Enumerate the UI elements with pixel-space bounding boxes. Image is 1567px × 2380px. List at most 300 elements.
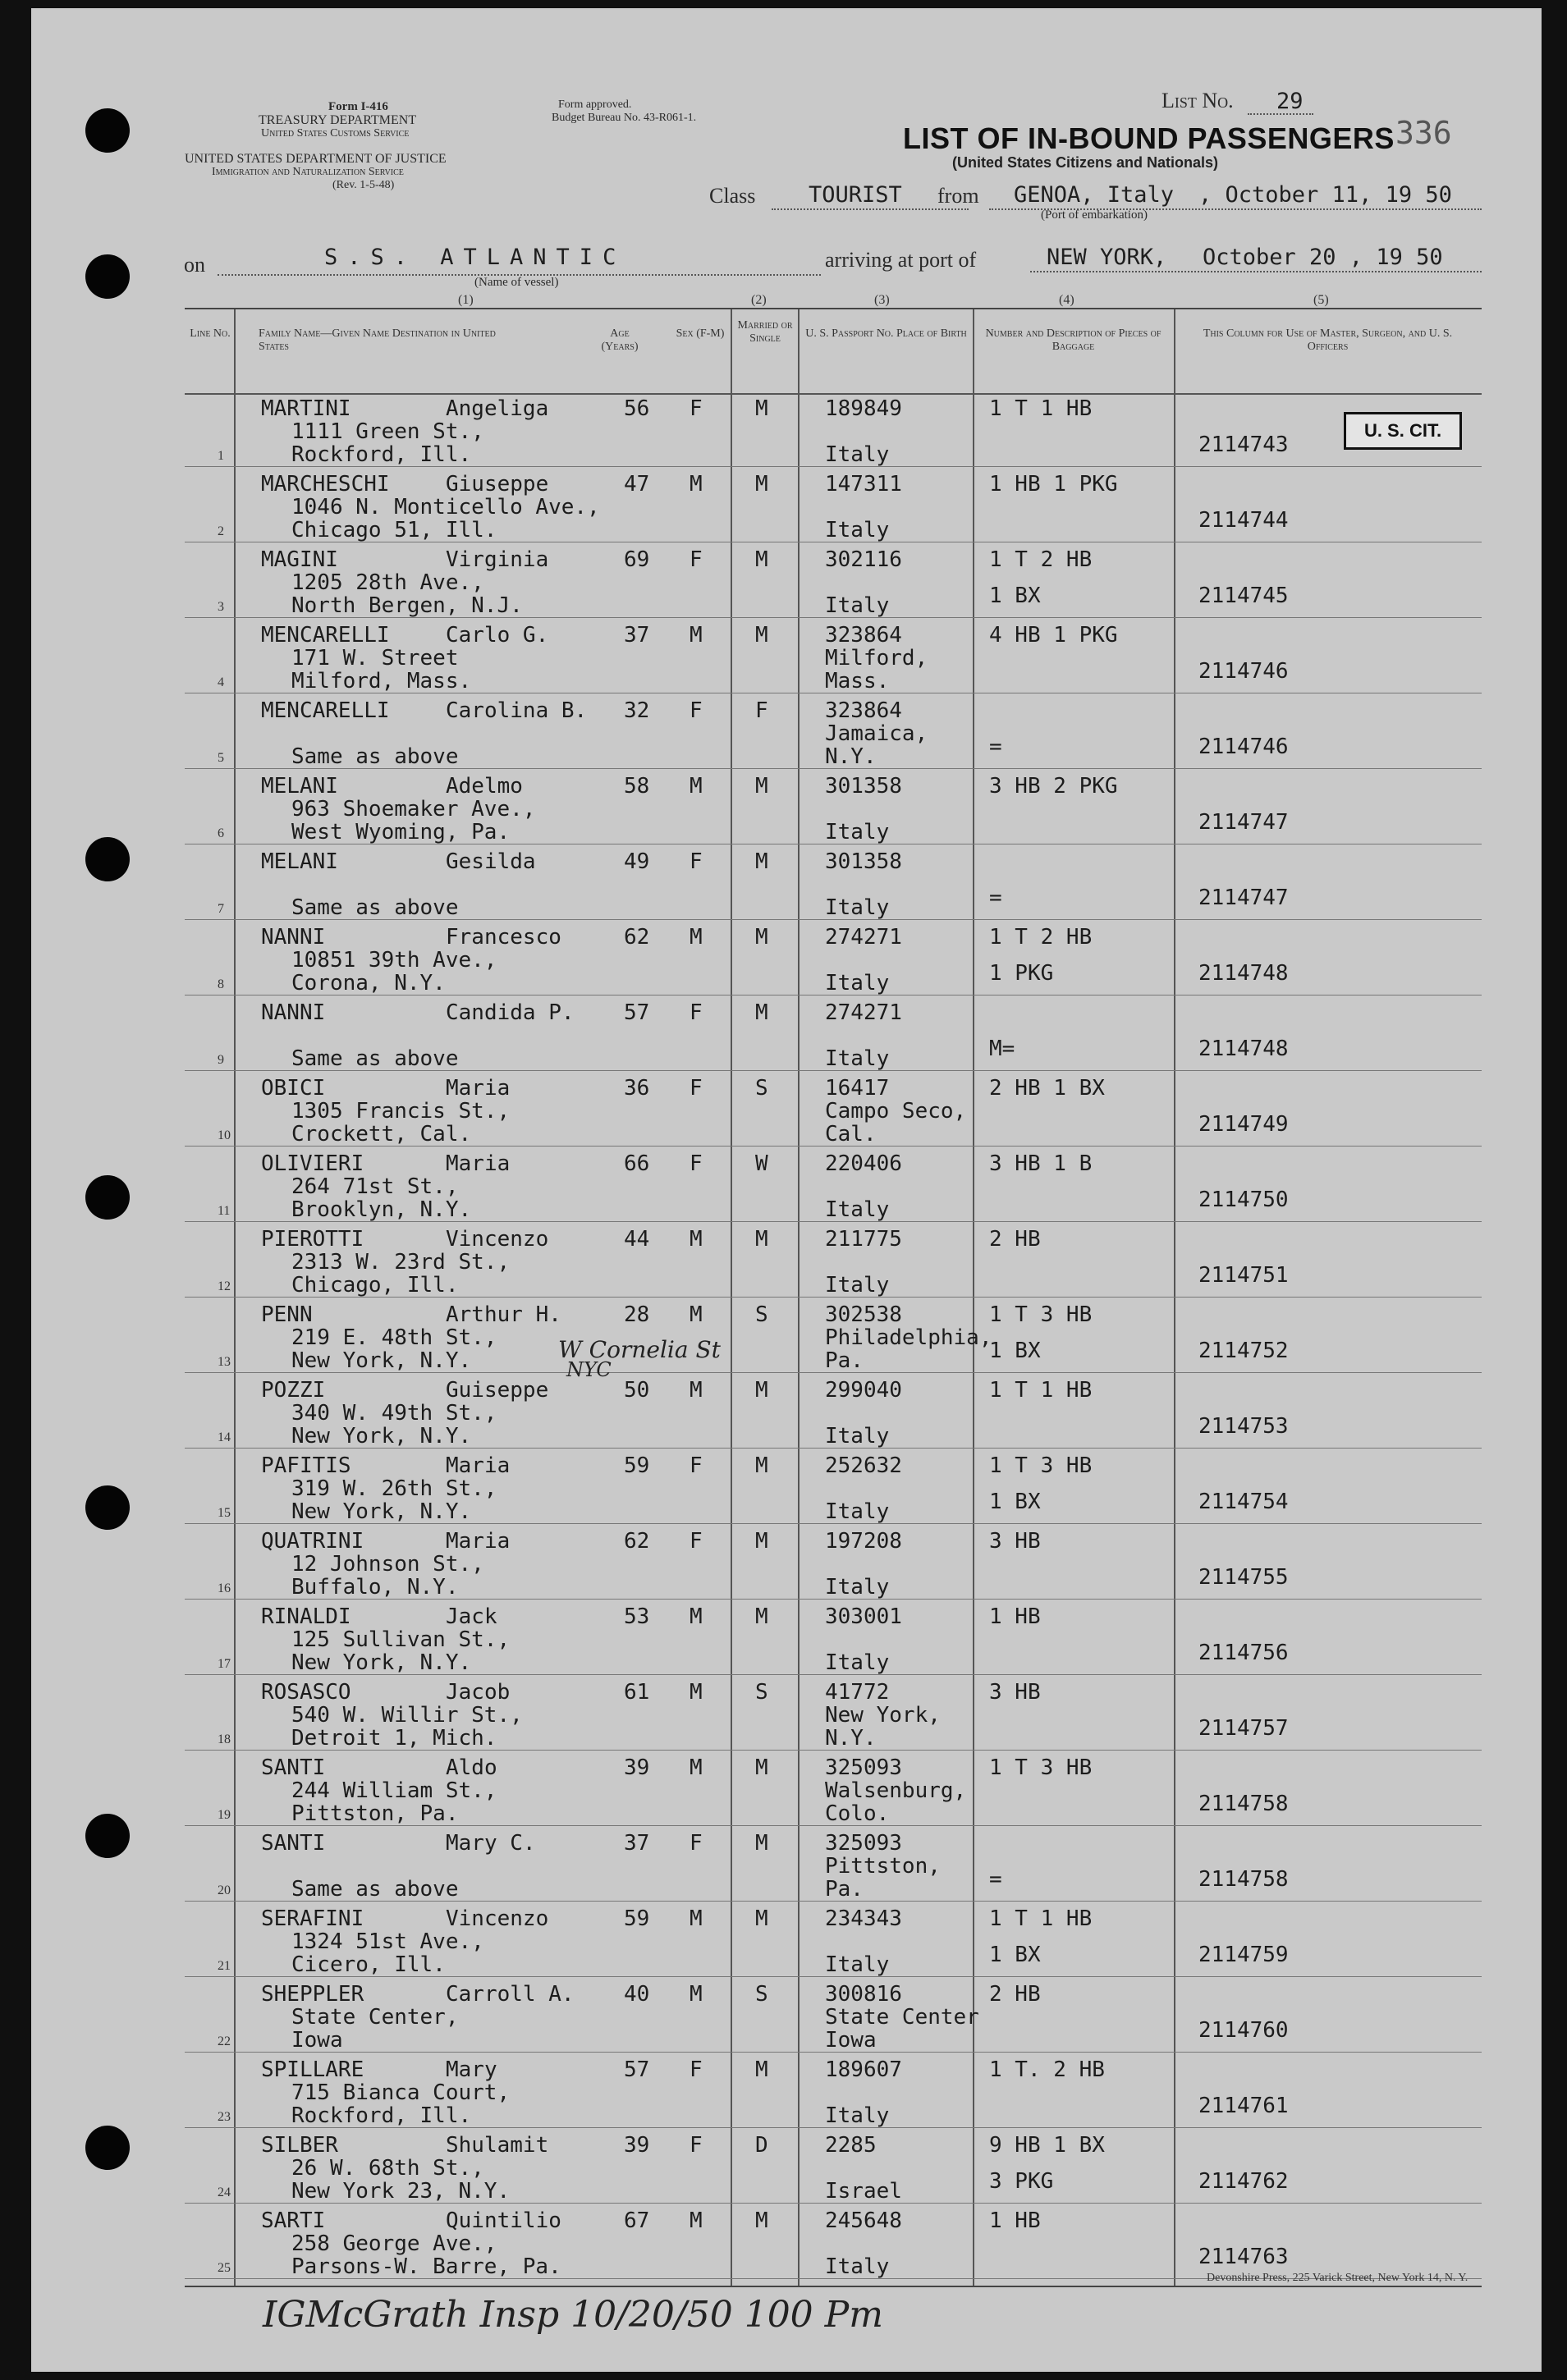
officer-number: 2114748: [1198, 961, 1289, 986]
punch-hole: [85, 108, 130, 153]
place-of-birth: Italy: [825, 2254, 890, 2279]
place-of-birth: Italy: [825, 820, 890, 844]
port-caption: (Port of embarkation): [1041, 208, 1148, 222]
arrival-port: NEW YORK,: [1047, 245, 1167, 270]
passenger-family-name: SANTI: [261, 1831, 326, 1856]
punch-hole: [85, 837, 130, 881]
passport-number: 189607: [825, 2057, 902, 2082]
passenger-address: 26 W. 68th St.,: [291, 2156, 484, 2181]
line-number: 18: [218, 1732, 231, 1746]
passport-number: 302538: [825, 1302, 902, 1327]
place-of-birth: Italy: [825, 1499, 890, 1524]
passenger-family-name: SERAFINI: [261, 1906, 364, 1931]
col-name: Family Name—Given Name Destination in United States: [259, 327, 496, 353]
baggage-description: 1 HB 1 PKG: [989, 472, 1118, 497]
officer-number: 2114756: [1198, 1641, 1289, 1665]
officer-number: 2114763: [1198, 2245, 1289, 2269]
passenger-sex: M: [690, 1604, 703, 1629]
officer-number: 2114753: [1198, 1414, 1289, 1439]
baggage-description: 1 T 2 HB: [989, 547, 1093, 572]
passenger-marital-status: S: [755, 1982, 768, 2007]
passenger-age: 47: [624, 472, 650, 497]
class-label: Class: [709, 184, 756, 208]
passenger-sex: M: [690, 472, 703, 497]
place-of-birth: Campo Seco,: [825, 1099, 967, 1124]
passenger-marital-status: M: [755, 774, 768, 799]
passport-number: 303001: [825, 1604, 902, 1629]
baggage-description: 1 T 1 HB: [989, 396, 1093, 421]
col-sex: Sex (F-M): [676, 327, 725, 340]
table-row: [185, 1147, 1482, 1222]
passenger-age: 50: [624, 1378, 650, 1403]
passport-number: 325093: [825, 1831, 902, 1856]
passenger-age: 67: [624, 2208, 650, 2233]
table-row: [185, 1449, 1482, 1524]
passenger-city: Chicago, Ill.: [291, 1273, 459, 1298]
punch-hole: [85, 2126, 130, 2170]
passenger-family-name: PAFITIS: [261, 1453, 351, 1478]
passenger-city: Parsons-W. Barre, Pa.: [291, 2254, 561, 2279]
on-label: on: [184, 253, 205, 277]
passenger-family-name: OBICI: [261, 1076, 326, 1101]
baggage-description: 1 PKG: [989, 961, 1054, 986]
officer-number: 2114752: [1198, 1339, 1289, 1363]
officer-number: 2114759: [1198, 1943, 1289, 1967]
passenger-given-name: Carlo G.: [446, 623, 549, 648]
passenger-given-name: Candida P.: [446, 1000, 575, 1025]
place-of-birth: State Center: [825, 2005, 979, 2030]
passenger-city: Same as above: [291, 1046, 459, 1071]
passenger-sex: M: [690, 623, 703, 648]
line-number: 12: [218, 1279, 231, 1293]
passport-number: 197208: [825, 1529, 902, 1554]
place-of-birth: N.Y.: [825, 1726, 877, 1751]
passenger-given-name: Aldo: [446, 1755, 497, 1780]
passenger-given-name: Francesco: [446, 925, 561, 950]
col-married: Married or Single: [737, 319, 793, 345]
passenger-sex: M: [690, 1755, 703, 1780]
passenger-family-name: MAGINI: [261, 547, 338, 572]
passenger-given-name: Arthur H.: [446, 1302, 561, 1327]
passenger-city: New York, N.Y.: [291, 1424, 472, 1449]
col-officers: This Column for Use of Master, Surgeon, and U. S. Officers: [1203, 327, 1453, 353]
place-of-birth: N.Y.: [825, 744, 877, 769]
place-of-birth: Italy: [825, 1197, 890, 1222]
passenger-address: 340 W. 49th St.,: [291, 1401, 497, 1426]
passenger-family-name: RINALDI: [261, 1604, 351, 1629]
passenger-family-name: MELANI: [261, 849, 338, 874]
table-row: [185, 618, 1482, 693]
line-number: 9: [218, 1053, 224, 1067]
passenger-age: 66: [624, 1151, 650, 1176]
passenger-city: Pittston, Pa.: [291, 1801, 459, 1826]
passenger-sex: F: [690, 1831, 703, 1856]
officer-number: 2114754: [1198, 1490, 1289, 1514]
passenger-family-name: MENCARELLI: [261, 698, 390, 723]
passenger-age: 62: [624, 1529, 650, 1554]
passenger-address: 258 George Ave.,: [291, 2231, 497, 2256]
place-of-birth: Pittston,: [825, 1854, 941, 1879]
officer-number: 2114750: [1198, 1188, 1289, 1212]
baggage-description: 1 T 3 HB: [989, 1755, 1093, 1780]
passenger-given-name: Carroll A.: [446, 1982, 575, 2007]
passenger-address: 264 71st St.,: [291, 1174, 459, 1199]
passenger-city: Buffalo, N.Y.: [291, 1575, 459, 1600]
passenger-sex: M: [690, 2208, 703, 2233]
passenger-sex: M: [690, 1302, 703, 1327]
officer-number: 2114762: [1198, 2169, 1289, 2194]
form-approved: Form approved.: [558, 98, 632, 111]
passenger-city: Iowa: [291, 2028, 343, 2053]
officer-number: 2114755: [1198, 1565, 1289, 1590]
table-row: [185, 1298, 1482, 1373]
column-number: (3): [874, 293, 890, 307]
line-number: 23: [218, 2110, 231, 2124]
passport-number: 211775: [825, 1227, 902, 1252]
passport-number: 302116: [825, 547, 902, 572]
passenger-sex: F: [690, 1076, 703, 1101]
passenger-sex: F: [690, 1453, 703, 1478]
passenger-sex: F: [690, 1000, 703, 1025]
baggage-description: 1 T. 2 HB: [989, 2057, 1105, 2082]
passenger-given-name: Shulamit: [446, 2133, 549, 2158]
place-of-birth: Colo.: [825, 1801, 890, 1826]
passenger-sex: M: [690, 774, 703, 799]
table-row: [185, 1600, 1482, 1675]
passenger-sex: M: [690, 1227, 703, 1252]
passenger-city: Chicago 51, Ill.: [291, 518, 497, 542]
passenger-address: 540 W. Willir St.,: [291, 1703, 523, 1728]
passenger-marital-status: S: [755, 1076, 768, 1101]
passenger-age: 49: [624, 849, 650, 874]
passenger-age: 57: [624, 1000, 650, 1025]
passenger-marital-status: W: [755, 1151, 768, 1176]
passenger-given-name: Angeliga: [446, 396, 549, 421]
line-number: 6: [218, 826, 224, 840]
passenger-marital-status: M: [755, 1453, 768, 1478]
passport-number: 323864: [825, 623, 902, 648]
revision: (Rev. 1-5-48): [332, 179, 395, 191]
baggage-description: 1 HB: [989, 2208, 1041, 2233]
passenger-city: Corona, N.Y.: [291, 971, 446, 995]
passport-number: 234343: [825, 1906, 902, 1931]
passenger-marital-status: M: [755, 1227, 768, 1252]
place-of-birth: Italy: [825, 1650, 890, 1675]
passenger-city: Brooklyn, N.Y.: [291, 1197, 472, 1222]
place-of-birth: New York,: [825, 1703, 941, 1728]
vessel-name: S.S. ATLANTIC: [324, 245, 626, 270]
passenger-given-name: Maria: [446, 1151, 511, 1176]
line-number: 10: [218, 1128, 231, 1142]
passenger-city: Same as above: [291, 1877, 459, 1902]
table-row: [185, 2204, 1482, 2279]
place-of-birth: Italy: [825, 1273, 890, 1298]
line-number: 17: [218, 1657, 231, 1671]
customs-service: United States Customs Service: [261, 127, 410, 140]
table-row: [185, 1524, 1482, 1600]
passport-number: 41772: [825, 1680, 890, 1705]
passenger-age: 69: [624, 547, 650, 572]
passenger-family-name: ROSASCO: [261, 1680, 351, 1705]
officer-number: 2114743: [1198, 433, 1289, 457]
page-title: LIST OF IN-BOUND PASSENGERS: [903, 121, 1395, 155]
passenger-age: 53: [624, 1604, 650, 1629]
officer-number: 2114746: [1198, 735, 1289, 759]
passenger-address: 1111 Green St.,: [291, 419, 484, 444]
col-baggage: Number and Description of Pieces of Baggage: [985, 327, 1162, 353]
column-number: (2): [751, 293, 767, 307]
passenger-family-name: NANNI: [261, 1000, 326, 1025]
passenger-address: State Center,: [291, 2005, 459, 2030]
passenger-family-name: SPILLARE: [261, 2057, 364, 2082]
passenger-marital-status: M: [755, 925, 768, 950]
passenger-marital-status: M: [755, 849, 768, 874]
passenger-family-name: NANNI: [261, 925, 326, 950]
passenger-address: 10851 39th Ave.,: [291, 948, 497, 973]
passenger-marital-status: M: [755, 1755, 768, 1780]
line-number: 1: [218, 449, 224, 463]
baggage-description: 4 HB 1 PKG: [989, 623, 1118, 648]
table-row: [185, 844, 1482, 920]
table-row: [185, 769, 1482, 844]
class-value: TOURIST: [809, 182, 902, 208]
passenger-family-name: OLIVIERI: [261, 1151, 364, 1176]
passport-number: 323864: [825, 698, 902, 723]
passport-number: 252632: [825, 1453, 902, 1478]
line-number: 7: [218, 902, 224, 916]
passenger-family-name: MARTINI: [261, 396, 351, 421]
table-row: [185, 1826, 1482, 1902]
baggage-description: 2 HB: [989, 1227, 1041, 1252]
passenger-age: 58: [624, 774, 650, 799]
passenger-address: 12 Johnson St.,: [291, 1552, 484, 1577]
table-row: [185, 693, 1482, 769]
passenger-age: 32: [624, 698, 650, 723]
passenger-age: 36: [624, 1076, 650, 1101]
passenger-age: 56: [624, 396, 650, 421]
passenger-city: Same as above: [291, 744, 459, 769]
officer-number: 2114748: [1198, 1037, 1289, 1061]
line-number: 3: [218, 600, 224, 614]
table-row: [185, 1222, 1482, 1298]
passenger-age: 37: [624, 1831, 650, 1856]
passenger-address: 171 W. Street: [291, 646, 459, 671]
line-number: 14: [218, 1430, 231, 1444]
passport-number: 301358: [825, 849, 902, 874]
col-line-no: Line No.: [190, 327, 231, 340]
passenger-address: 319 W. 26th St.,: [291, 1476, 497, 1501]
passenger-family-name: SHEPPLER: [261, 1982, 364, 2007]
table-row: [185, 1902, 1482, 1977]
place-of-birth: Italy: [825, 1952, 890, 1977]
column-number: (5): [1313, 293, 1329, 307]
passenger-family-name: SILBER: [261, 2133, 338, 2158]
place-of-birth: Jamaica,: [825, 721, 928, 746]
line-number: 20: [218, 1883, 231, 1897]
baggage-description: 3 HB: [989, 1680, 1041, 1705]
passenger-city: Rockford, Ill.: [291, 2103, 472, 2128]
baggage-description: M=: [989, 1037, 1015, 1061]
place-of-birth: Italy: [825, 971, 890, 995]
passenger-city: North Bergen, N.J.: [291, 593, 523, 618]
baggage-description: 1 BX: [989, 1490, 1041, 1514]
arrival-date: October 20 , 19 50: [1203, 245, 1443, 270]
passenger-marital-status: M: [755, 1906, 768, 1931]
officer-number: 2114758: [1198, 1792, 1289, 1816]
place-of-birth: Mass.: [825, 669, 890, 693]
passenger-marital-status: M: [755, 2208, 768, 2233]
passenger-city: New York, N.Y.: [291, 1650, 472, 1675]
passenger-given-name: Jacob: [446, 1680, 511, 1705]
handwritten-city-note: NYC: [566, 1358, 612, 1381]
passenger-marital-status: M: [755, 1378, 768, 1403]
passenger-age: 59: [624, 1453, 650, 1478]
line-number: 16: [218, 1581, 231, 1595]
passenger-given-name: Quintilio: [446, 2208, 561, 2233]
passenger-marital-status: D: [755, 2133, 768, 2158]
passenger-age: 57: [624, 2057, 650, 2082]
passenger-family-name: PENN: [261, 1302, 313, 1327]
punch-hole: [85, 1175, 130, 1220]
officer-number: 2114749: [1198, 1112, 1289, 1137]
baggage-description: 1 T 3 HB: [989, 1302, 1093, 1327]
embark-date: , October 11, 19 50: [1198, 182, 1452, 208]
place-of-birth: Italy: [825, 1424, 890, 1449]
baggage-description: 2 HB: [989, 1982, 1041, 2007]
passenger-sex: M: [690, 1906, 703, 1931]
passenger-city: Same as above: [291, 895, 459, 920]
passenger-city: Cicero, Ill.: [291, 1952, 446, 1977]
col-passport: U. S. Passport No. Place of Birth: [805, 327, 967, 340]
passenger-age: 28: [624, 1302, 650, 1327]
passenger-family-name: SARTI: [261, 2208, 326, 2233]
place-of-birth: Milford,: [825, 646, 928, 671]
officer-number: 2114751: [1198, 1263, 1289, 1288]
budget-bureau: Budget Bureau No. 43-R061-1.: [552, 112, 697, 124]
punch-hole: [85, 254, 130, 299]
passenger-marital-status: M: [755, 1831, 768, 1856]
passenger-family-name: POZZI: [261, 1378, 326, 1403]
passenger-address: 715 Bianca Court,: [291, 2080, 511, 2105]
passport-number: 245648: [825, 2208, 902, 2233]
passenger-sex: M: [690, 1378, 703, 1403]
baggage-description: 1 T 1 HB: [989, 1906, 1093, 1931]
passport-number: 2285: [825, 2133, 877, 2158]
table-row: [185, 1675, 1482, 1751]
passenger-address: 125 Sullivan St.,: [291, 1627, 511, 1652]
baggage-description: =: [989, 735, 1002, 759]
baggage-description: 1 BX: [989, 584, 1041, 608]
baggage-description: 9 HB 1 BX: [989, 2133, 1105, 2158]
passenger-age: 39: [624, 1755, 650, 1780]
baggage-description: 2 HB 1 BX: [989, 1076, 1105, 1101]
passenger-sex: M: [690, 925, 703, 950]
baggage-description: 1 HB: [989, 1604, 1041, 1629]
table-row: [185, 1977, 1482, 2053]
place-of-birth: Italy: [825, 1046, 890, 1071]
passenger-age: 62: [624, 925, 650, 950]
passenger-given-name: Vincenzo: [446, 1227, 549, 1252]
passenger-sex: F: [690, 1529, 703, 1554]
passenger-given-name: Mary C.: [446, 1831, 536, 1856]
passenger-age: 59: [624, 1906, 650, 1931]
passenger-marital-status: M: [755, 1529, 768, 1554]
passenger-given-name: Guiseppe: [446, 1378, 549, 1403]
passenger-family-name: PIEROTTI: [261, 1227, 364, 1252]
officer-number: 2114758: [1198, 1867, 1289, 1892]
table-row: [185, 2053, 1482, 2128]
passenger-age: 39: [624, 2133, 650, 2158]
table-row: [185, 920, 1482, 995]
passenger-marital-status: M: [755, 396, 768, 421]
line-number: 19: [218, 1808, 231, 1822]
column-number: (1): [458, 293, 474, 307]
line-number: 11: [218, 1204, 231, 1218]
passenger-given-name: Giuseppe: [446, 472, 549, 497]
arrival-line: [1030, 271, 1482, 272]
place-of-birth: Philadelphia,: [825, 1325, 992, 1350]
passenger-address: 963 Shoemaker Ave.,: [291, 797, 536, 822]
passenger-age: 61: [624, 1680, 650, 1705]
line-number: 4: [218, 675, 224, 689]
passenger-given-name: Maria: [446, 1529, 511, 1554]
place-of-birth: Italy: [825, 1575, 890, 1600]
passenger-sex: F: [690, 547, 703, 572]
punch-hole: [85, 1485, 130, 1530]
passenger-marital-status: F: [755, 698, 768, 723]
place-of-birth: Walsenburg,: [825, 1778, 967, 1803]
place-of-birth: Pa.: [825, 1877, 864, 1902]
table-row: [185, 1751, 1482, 1826]
baggage-description: 1 T 2 HB: [989, 925, 1093, 950]
passenger-given-name: Maria: [446, 1453, 511, 1478]
line-number: 24: [218, 2185, 231, 2199]
place-of-birth: Pa.: [825, 1348, 864, 1373]
baggage-description: 3 PKG: [989, 2169, 1054, 2194]
passenger-sex: F: [690, 396, 703, 421]
justice-dept: UNITED STATES DEPARTMENT OF JUSTICE: [185, 152, 447, 166]
passport-number: 147311: [825, 472, 902, 497]
passenger-given-name: Adelmo: [446, 774, 523, 799]
passenger-given-name: Vincenzo: [446, 1906, 549, 1931]
place-of-birth: Italy: [825, 518, 890, 542]
passport-number: 274271: [825, 925, 902, 950]
place-of-birth: Italy: [825, 2103, 890, 2128]
table-row: [185, 1071, 1482, 1147]
place-of-birth: Italy: [825, 442, 890, 467]
passenger-address: 2313 W. 23rd St.,: [291, 1250, 511, 1275]
passport-number: 16417: [825, 1076, 890, 1101]
passenger-address: 219 E. 48th St.,: [291, 1325, 497, 1350]
passenger-given-name: Mary: [446, 2057, 497, 2082]
place-of-birth: Italy: [825, 895, 890, 920]
passenger-sex: F: [690, 698, 703, 723]
passenger-address: 244 William St.,: [291, 1778, 497, 1803]
passenger-address: 1205 28th Ave.,: [291, 570, 484, 595]
passenger-city: Crockett, Cal.: [291, 1122, 472, 1147]
passenger-family-name: QUATRINI: [261, 1529, 364, 1554]
passenger-marital-status: M: [755, 547, 768, 572]
passenger-marital-status: M: [755, 472, 768, 497]
passenger-given-name: Gesilda: [446, 849, 536, 874]
handwritten-address-correction: W Cornelia St: [558, 1336, 721, 1363]
baggage-description: 3 HB 1 B: [989, 1151, 1093, 1176]
passport-number: 325093: [825, 1755, 902, 1780]
passenger-age: 37: [624, 623, 650, 648]
printer-footer: Devonshire Press, 225 Varick Street, New York 14, N. Y.: [1207, 2272, 1468, 2284]
baggage-description: 1 T 1 HB: [989, 1378, 1093, 1403]
line-number: 15: [218, 1506, 231, 1520]
